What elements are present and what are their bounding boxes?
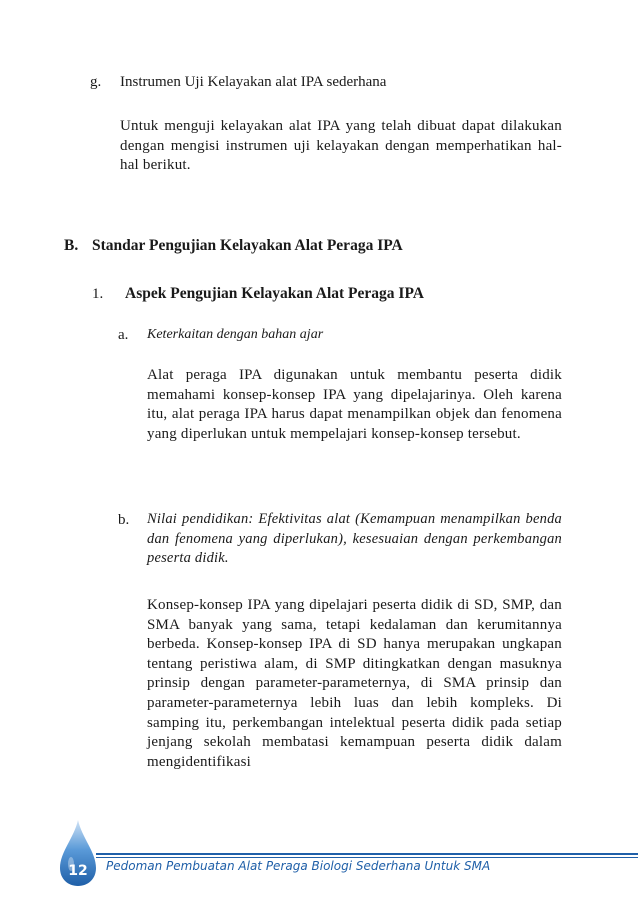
- footer-title: Pedoman Pembuatan Alat Peraga Biologi Sederhana Untuk SMA: [106, 859, 491, 873]
- subsection-1-marker: 1.: [92, 286, 104, 302]
- item-a-marker: a.: [118, 327, 129, 343]
- section-g-marker: g.: [90, 74, 102, 90]
- section-b-marker: B.: [64, 237, 79, 254]
- item-a-title: Keterkaitan dengan bahan ajar: [147, 327, 324, 342]
- section-g-title: Instrumen Uji Kelayakan alat IPA sederhana: [120, 74, 387, 90]
- item-a-paragraph: Alat peraga IPA digunakan untuk membantu peserta didik memahami konsep-konsep IPA yang dipelajarinya. Oleh karena itu, alat peraga IPA harus dapat menampilkan objek dan fenomena yang diperlukan untuk mempelajari konsep-konsep tersebut.: [147, 367, 562, 442]
- footer-rule: [96, 853, 638, 855]
- footer-rule-thin: [96, 857, 638, 858]
- item-b-paragraph: Konsep-konsep IPA yang dipelajari peserta didik di SD, SMP, dan SMA banyak yang sama, tetapi kedalaman dan kerumitannya berbeda. Konsep-konsep IPA di SD hanya merupakan ungkapan tentang peristiwa alam, di SMP ditingkatkan dengan masuknya prinsip dengan parameter-parameternya, di SMA prinsip dan parameter-parameternya lebih luas dan lebih kompleks. Di samping itu, perkembangan intelektual peserta didik pada setiap jenjang sekolah membatasi kemampuan peserta didik dalam mengidentifikasi: [147, 597, 562, 770]
- item-b-marker: b.: [118, 512, 130, 528]
- page-number: 12: [68, 863, 88, 879]
- subsection-1-title: Aspek Pengujian Kelayakan Alat Peraga IPA: [125, 285, 424, 302]
- section-g-paragraph: Untuk menguji kelayakan alat IPA yang telah dibuat dapat dilakukan dengan mengisi instrumen uji kelayakan dengan memperhatikan hal-hal berikut.: [120, 118, 562, 174]
- item-b-title: Nilai pendidikan: Efektivitas alat (Kemampuan menampilkan benda dan fenomena yang diperlukan), kesesuaian dengan perkembangan peserta didik.: [147, 511, 562, 567]
- section-b-title: Standar Pengujian Kelayakan Alat Peraga IPA: [92, 237, 403, 254]
